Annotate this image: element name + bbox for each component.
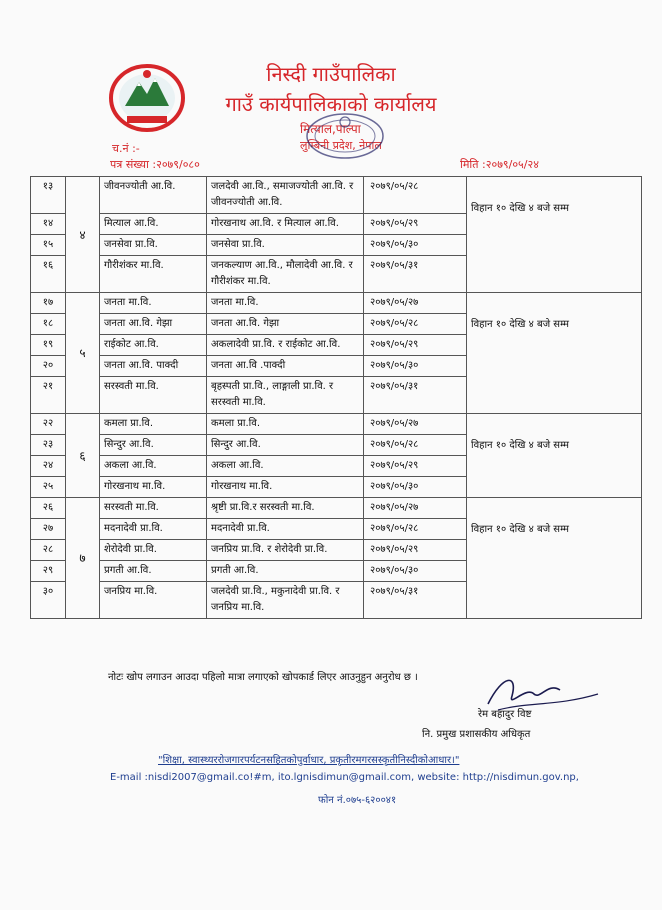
office-subtitle: गाउँ कार्यपालिकाको कार्यालय: [225, 92, 437, 116]
date-cell: २०७९/०५/२८: [364, 314, 467, 335]
venue-cell: जलदेवी आ.वि., समाजज्योती आ.वि. र जीवनज्योती आ.वि.: [207, 177, 364, 214]
vaccination-schedule-table: [30, 176, 642, 619]
school-cell: प्रगती आ.वि.: [100, 561, 207, 582]
time-cell: विहान १० देखि ४ बजे सम्म: [467, 414, 642, 498]
letter-date: मिति :२०७९/०५/२४: [460, 158, 539, 171]
school-cell: सरस्वती मा.वि.: [100, 498, 207, 519]
venue-cell: सिन्दुर आ.वि.: [207, 435, 364, 456]
date-cell: २०७९/०५/३०: [364, 235, 467, 256]
date-cell: २०७९/०५/२९: [364, 540, 467, 561]
serial-number-cell: २३: [31, 435, 66, 456]
serial-number-cell: १४: [31, 214, 66, 235]
serial-number-cell: १९: [31, 335, 66, 356]
school-cell: राईकोट आ.वि.: [100, 335, 207, 356]
contact-info: E-mail :nisdi2007@gmail.co!#m, ito.lgnisdimun@gmail.com, website: http://nisdimun.gov.np,: [110, 772, 579, 783]
serial-number-cell: २२: [31, 414, 66, 435]
date-cell: २०७९/०५/२९: [364, 456, 467, 477]
venue-cell: गोरखनाथ आ.वि. र मित्याल आ.वि.: [207, 214, 364, 235]
serial-number-cell: २७: [31, 519, 66, 540]
office-stamp-icon: [303, 110, 387, 162]
date-cell: २०७९/०५/३१: [364, 256, 467, 293]
school-cell: गौरीशंकर मा.वि.: [100, 256, 207, 293]
date-cell: २०७९/०५/३०: [364, 477, 467, 498]
school-cell: जनता आ.वि. पाक्दी: [100, 356, 207, 377]
office-location: मित्याल,पाल्पा: [300, 122, 361, 136]
table-row: [31, 414, 642, 435]
school-cell: जनता मा.वि.: [100, 293, 207, 314]
group-number-cell: ५: [66, 293, 100, 414]
date-cell: २०७९/०५/२७: [364, 293, 467, 314]
signatory-name: रेम बहादुर विष्ट: [478, 709, 532, 720]
time-cell: विहान १० देखि ४ बजे सम्म: [467, 177, 642, 293]
school-cell: सिन्दुर आ.वि.: [100, 435, 207, 456]
venue-cell: कमला प्रा.वि.: [207, 414, 364, 435]
school-cell: गोरखनाथ मा.वि.: [100, 477, 207, 498]
serial-number-cell: ३०: [31, 582, 66, 619]
phone-number: फोन नं.०७५-६२००४१: [318, 795, 397, 806]
date-cell: २०७९/०५/३१: [364, 582, 467, 619]
date-cell: २०७९/०५/३०: [364, 561, 467, 582]
serial-number-cell: १५: [31, 235, 66, 256]
office-name: निस्दी गाउँपालिका: [266, 62, 396, 86]
venue-cell: श्रृष्टी प्रा.वि.र सरस्वती मा.वि.: [207, 498, 364, 519]
reference-number: च.नं :-: [112, 142, 140, 155]
venue-cell: गोरखनाथ मा.वि.: [207, 477, 364, 498]
venue-cell: जनता आ.वि. गेझा: [207, 314, 364, 335]
date-cell: २०७९/०५/२९: [364, 335, 467, 356]
date-cell: २०७९/०५/२८: [364, 177, 467, 214]
school-cell: जनसेवा प्रा.वि.: [100, 235, 207, 256]
school-cell: कमला प्रा.वि.: [100, 414, 207, 435]
venue-cell: जनसेवा प्रा.वि.: [207, 235, 364, 256]
serial-number-cell: २०: [31, 356, 66, 377]
serial-number-cell: २४: [31, 456, 66, 477]
signatory-title: नि. प्रमुख प्रशासकीय अधिकृत: [422, 729, 531, 740]
date-cell: २०७९/०५/२८: [364, 519, 467, 540]
serial-number-cell: २८: [31, 540, 66, 561]
signature-icon: [478, 664, 618, 734]
school-cell: जीवनज्योती आ.वि.: [100, 177, 207, 214]
table-row: [31, 177, 642, 214]
group-number-cell: ६: [66, 414, 100, 498]
date-cell: २०७९/०५/३१: [364, 377, 467, 414]
date-cell: २०७९/०५/२८: [364, 435, 467, 456]
serial-number-cell: २५: [31, 477, 66, 498]
note-text: नोटः खोप लगाउन आउदा पहिलो मात्रा लगाएको खोपकार्ड लिएर आउनुहुन अनुरोध छ ।: [108, 672, 418, 683]
venue-cell: अकला आ.वि.: [207, 456, 364, 477]
serial-number-cell: २१: [31, 377, 66, 414]
date-cell: २०७९/०५/२७: [364, 498, 467, 519]
serial-number-cell: १६: [31, 256, 66, 293]
venue-cell: मदनादेवी प्रा.वि.: [207, 519, 364, 540]
table-row: [31, 293, 642, 314]
group-number-cell: ४: [66, 177, 100, 293]
group-number-cell: ७: [66, 498, 100, 619]
school-cell: मदनादेवी प्रा.वि.: [100, 519, 207, 540]
venue-cell: जलदेवी प्रा.वि., मकुनादेवी प्रा.वि. र जनप्रिय मा.वि.: [207, 582, 364, 619]
date-cell: २०७९/०५/३०: [364, 356, 467, 377]
venue-cell: प्रगती आ.वि.: [207, 561, 364, 582]
serial-number-cell: २९: [31, 561, 66, 582]
school-cell: जनप्रिय मा.वि.: [100, 582, 207, 619]
venue-cell: अकलादेवी प्रा.वि. र राईकोट आ.वि.: [207, 335, 364, 356]
venue-cell: जनता मा.वि.: [207, 293, 364, 314]
school-cell: शेरोदेवी प्रा.वि.: [100, 540, 207, 561]
date-cell: २०७९/०५/२९: [364, 214, 467, 235]
serial-number-cell: २६: [31, 498, 66, 519]
time-cell: विहान १० देखि ४ बजे सम्म: [467, 498, 642, 619]
school-cell: अकला आ.वि.: [100, 456, 207, 477]
serial-number-cell: १७: [31, 293, 66, 314]
serial-number-cell: १८: [31, 314, 66, 335]
venue-cell: जनप्रिय प्रा.वि. र शेरोदेवी प्रा.वि.: [207, 540, 364, 561]
school-cell: जनता आ.वि. गेझा: [100, 314, 207, 335]
venue-cell: जनता आ.वि .पाक्दी: [207, 356, 364, 377]
table-row: [31, 498, 642, 519]
school-cell: मित्याल आ.वि.: [100, 214, 207, 235]
school-cell: सरस्वती मा.वि.: [100, 377, 207, 414]
office-province: लुम्बिनी प्रदेश, नेपाल: [300, 139, 382, 152]
serial-number-cell: १३: [31, 177, 66, 214]
letter-number: पत्र संख्या :२०७९/०८०: [110, 158, 200, 171]
time-cell: विहान १० देखि ४ बजे सम्म: [467, 293, 642, 414]
date-cell: २०७९/०५/२७: [364, 414, 467, 435]
slogan: "शिक्षा, स्वास्थ्यररोजगारपर्यटनसहितकोपुर्वाधार, प्रकृतीरमगरसस्कृतीनिस्दीकोआधार।": [158, 755, 460, 766]
venue-cell: बृहस्पती प्रा.वि., लाङ्गाली प्रा.वि. र सरस्वती मा.वि.: [207, 377, 364, 414]
venue-cell: जनकल्याण आ.वि., मौलादेवी आ.वि. र गौरीशंकर मा.वि.: [207, 256, 364, 293]
